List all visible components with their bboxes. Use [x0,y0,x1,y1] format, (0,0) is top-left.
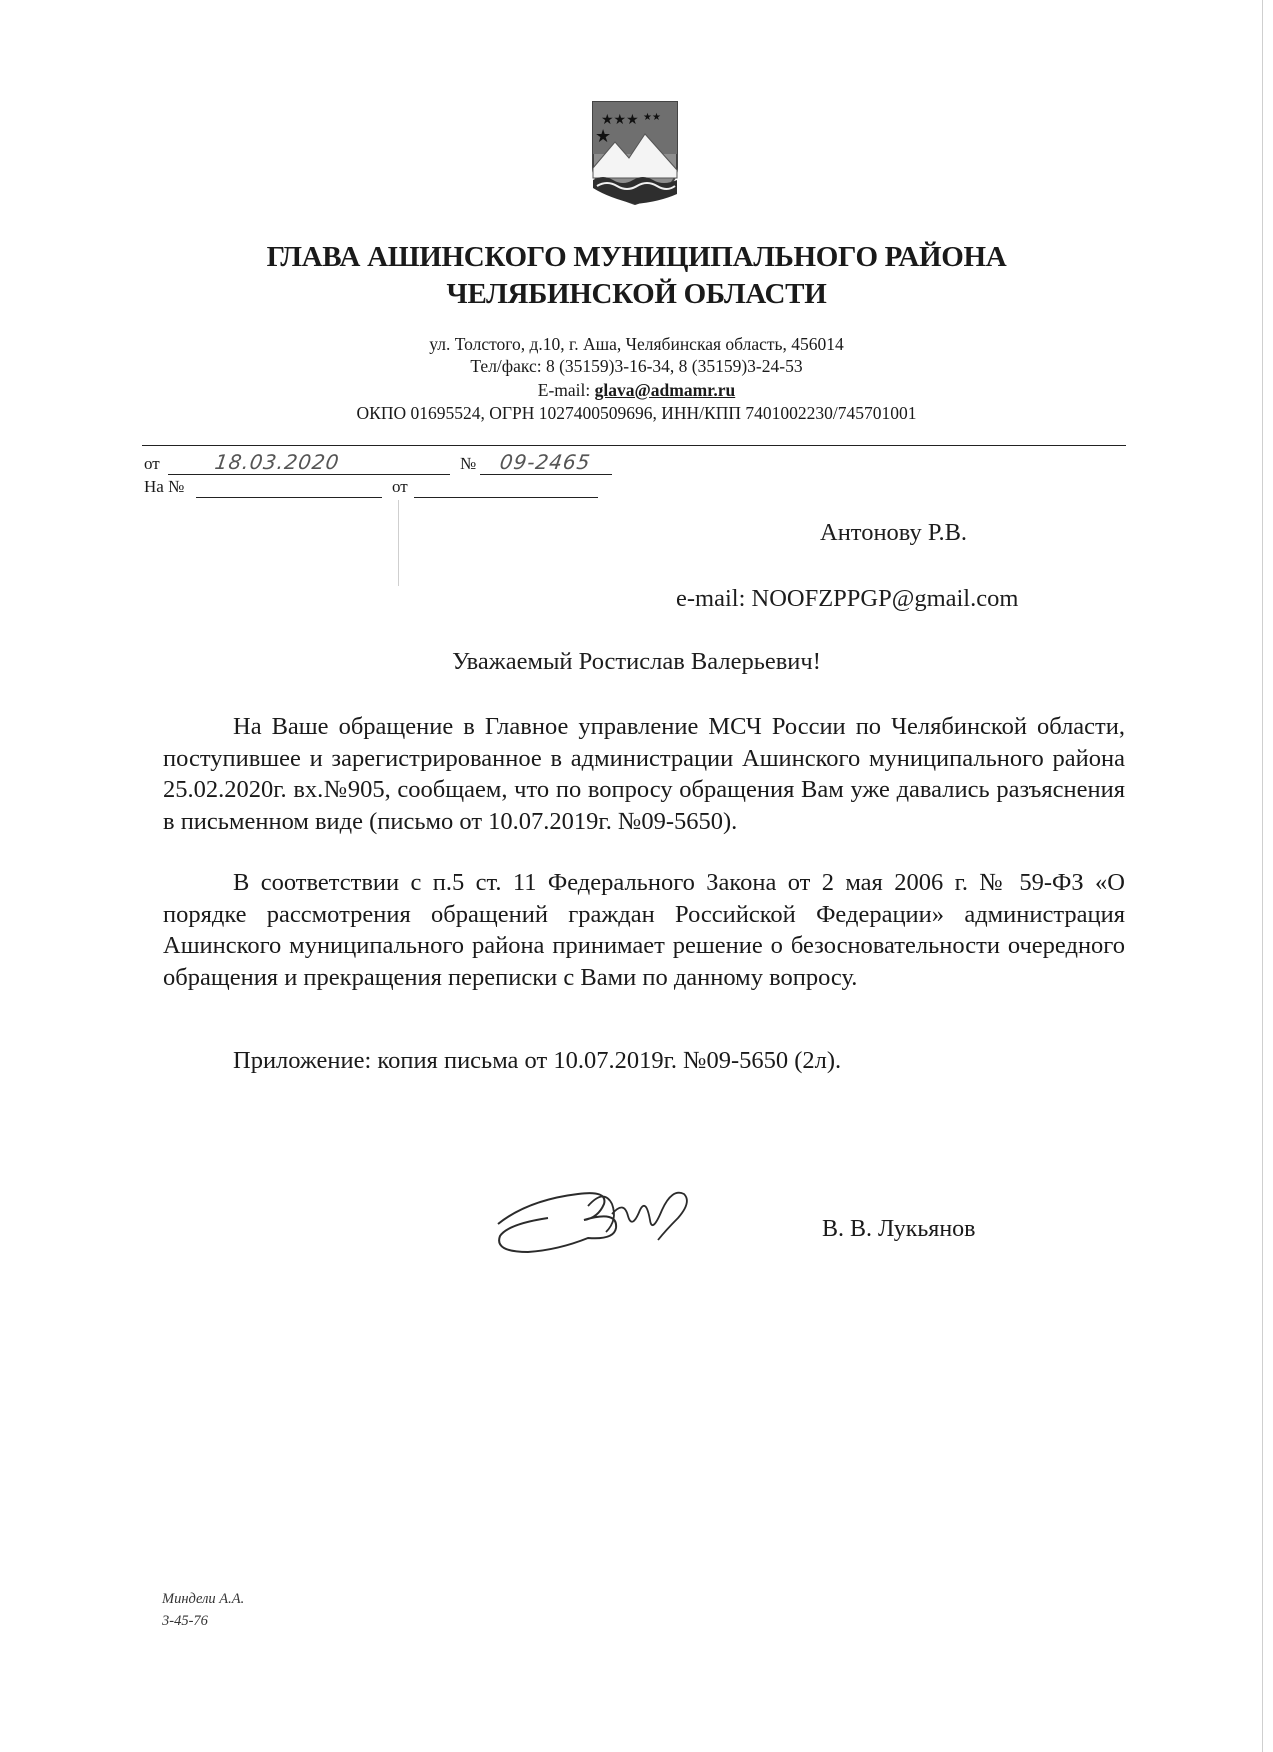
registry-codes: ОКПО 01695524, ОГРН 1027400509696, ИНН/КПП 7401002230/745701001 [356,403,917,423]
recipient-name: Антонову Р.В. [820,519,968,546]
signature-icon [488,1180,710,1262]
ref-date-field [414,477,598,498]
reg-number-label: № [460,454,477,473]
ref-number-field [196,477,382,498]
org-title-line1: ГЛАВА АШИНСКОГО МУНИЦИПАЛЬНОГО РАЙОНА [266,241,1007,273]
ref-number-label: На № [144,477,185,496]
svg-text:★★★: ★★★ [601,112,639,128]
phone-fax: Тел/факс: 8 (35159)3-16-34, 8 (35159)3-24-53 [470,356,803,376]
paragraph-1: На Ваше обращение в Главное управление МСЧ России по Челябинской области, поступившее и зарегистрированное в администрации Ашинского муниципального района 25.02.2020г. вх.№905, сообщаем, что по вопросу обращения Вам уже давались разъяснения в письменном виде (письмо от 10.07.2019г. №09-5650). [163,713,1125,835]
reg-from-label: от [144,454,160,473]
executor-name: Миндели А.А. [162,1591,245,1607]
scan-edge [1262,0,1263,1752]
org-title-line2: ЧЕЛЯБИНСКОЙ ОБЛАСТИ [446,278,827,310]
email-link[interactable]: glava@admamr.ru [594,380,736,400]
paragraph-2: В соответствии с п.5 ст. 11 Федерального Закона от 2 мая 2006 г. № 59-ФЗ «О порядке рассмотрения обращений граждан Российской Федерации» администрация Ашинского муниципального района принимает решение о безосновательности очередного обращения и прекращения переписки с Вами по данному вопросу. [163,869,1125,991]
recipient-email: e-mail: NOOFZPPGP@gmail.com [676,585,1019,612]
ref-from-label: от [392,477,408,496]
coat-of-arms-icon [589,98,681,208]
email-line [0,380,1273,401]
scan-artifact [398,500,399,586]
svg-text:★: ★ [595,126,612,147]
svg-text:★★: ★★ [643,112,661,123]
address: ул. Толстого, д.10, г. Аша, Челябинская область, 456014 [429,334,844,354]
signer-name: В. В. Лукьянов [822,1216,976,1242]
executor-phone: 3-45-76 [162,1613,208,1629]
attachment-note: Приложение: копия письма от 10.07.2019г. №09-5650 (2л). [233,1047,842,1074]
reg-number: 09-2465 [498,450,593,474]
greeting: Уважаемый Ростислав Валерьевич! [452,648,821,675]
reg-date: 18.03.2020 [213,450,342,474]
email-label: E-mail: [537,380,595,400]
header-divider [142,445,1126,446]
